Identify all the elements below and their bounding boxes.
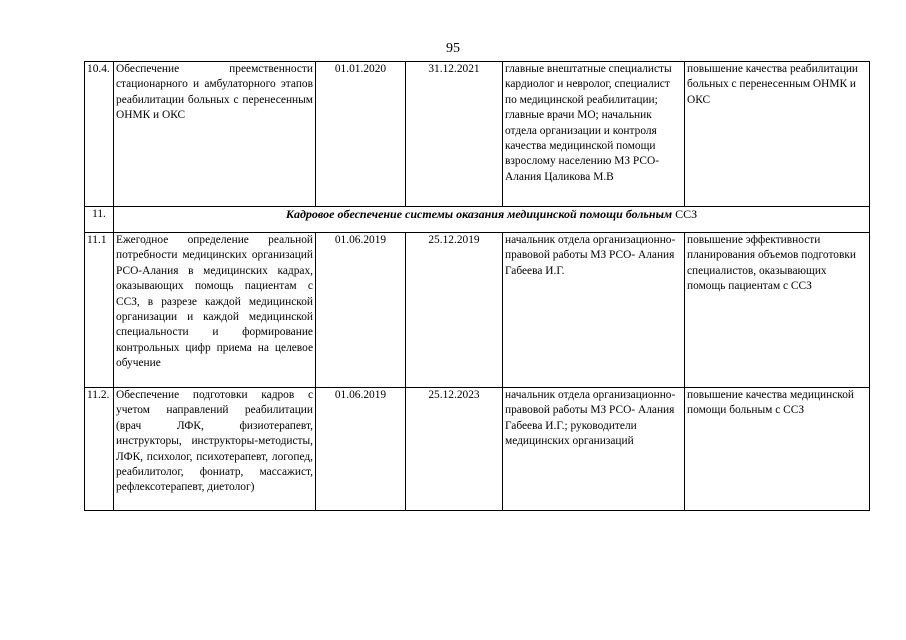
event-description: Обеспечение преемственности стационарного и амбулаторного этапов реабилитации больных с перенесенным ОНМК и ОКС <box>114 62 316 207</box>
row-number: 11.1 <box>85 233 114 388</box>
section-title-main: Кадровое обеспечение системы оказания медицинской помощи больным <box>285 207 673 221</box>
plan-table <box>84 61 870 511</box>
section-row <box>85 207 870 233</box>
end-date: 31.12.2021 <box>406 62 503 207</box>
section-number: 11. <box>85 207 114 233</box>
table-row <box>85 62 870 207</box>
start-date: 01.01.2020 <box>316 62 406 207</box>
table-row <box>85 233 870 388</box>
responsible-persons: начальник отдела организационно-правовой работы МЗ РСО- Алания Габеева И.Г.; руководители медицинских организаций <box>503 388 685 511</box>
section-title <box>114 207 870 233</box>
expected-result: повышение качества реабилитации больных с перенесенным ОНМК и ОКС <box>685 62 870 207</box>
event-description: Обеспечение подготовки кадров с учетом направлений реабилитации (врач ЛФК, физиотерапевт, инструкторы, инструкторы-методисты, ЛФК, психолог, психотерапевт, логопед, реабилитолог, фониатр, массажист, рефлексотерапевт, диетолог) <box>114 388 316 511</box>
end-date: 25.12.2023 <box>406 388 503 511</box>
event-description: Ежегодное определение реальной потребности медицинских организаций РСО-Алания в медицинских кадрах, оказывающих помощь пациентам с ССЗ, в разрезе каждой медицинской организации и каждой медицинской специальности и формирование контрольных цифр приема на целевое обучение <box>114 233 316 388</box>
row-number: 10.4. <box>85 62 114 207</box>
page-number: 95 <box>446 41 460 56</box>
row-number: 11.2. <box>85 388 114 511</box>
start-date: 01.06.2019 <box>316 388 406 511</box>
responsible-persons: главные внештатные специалисты кардиолог и невролог, специалист по медицинской реабилитации; главные врачи МО; начальник отдела организации и контроля качества медицинской помощи взрослому населению МЗ РСО- Алания Цаликова М.В <box>503 62 685 207</box>
table-row <box>85 388 870 511</box>
start-date: 01.06.2019 <box>316 233 406 388</box>
section-title-tail: ССЗ <box>675 207 698 221</box>
expected-result: повышение качества медицинской помощи больным с ССЗ <box>685 388 870 511</box>
end-date: 25.12.2019 <box>406 233 503 388</box>
expected-result: повышение эффективности планирования объемов подготовки специалистов, оказывающих помощь пациентам с ССЗ <box>685 233 870 388</box>
responsible-persons: начальник отдела организационно-правовой работы МЗ РСО- Алания Габеева И.Г. <box>503 233 685 388</box>
